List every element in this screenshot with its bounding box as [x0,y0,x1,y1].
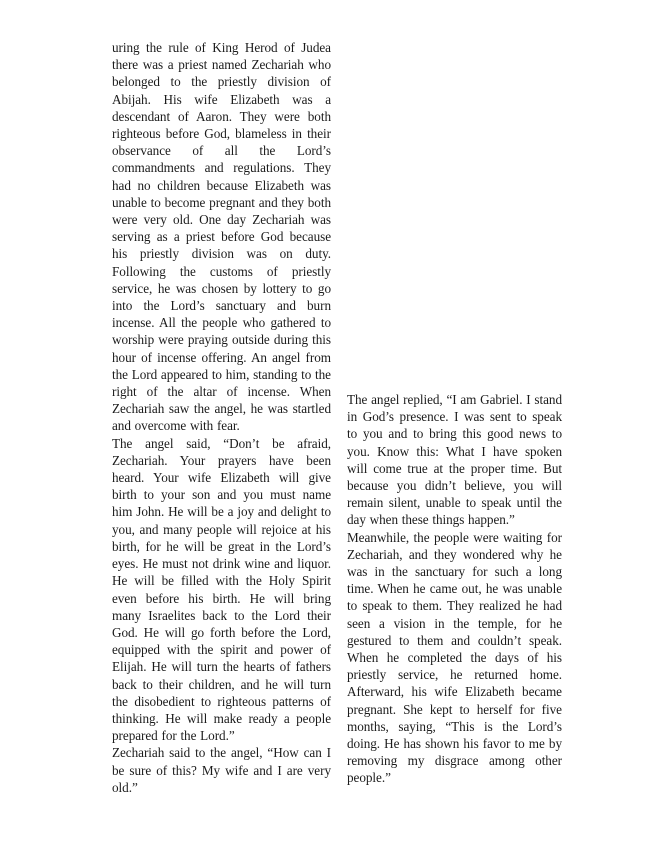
paragraph-angel-said: The angel said, “Don’t be afraid, Zechariah. Your prayers have been heard. Your wife Elizabeth will give birth to your son and you must name him John. He will be a joy and delight to you, and many people will rejoice at his birth, for he will be great in the Lord’s eyes. He must not drink wine and liquor. He will be filled with the Holy Spirit even before his birth. He will bring many Israelites back to the Lord their God. He will go forth before the Lord, equipped with the spirit and power of Elijah. He will turn the hearts of fathers back to their children, and he will turn the disobedient to righteous patterns of thinking. He will make ready a people prepared for the Lord.” [112,435,331,744]
paragraph-narrative-intro: uring the rule of King Herod of Judea there was a priest named Zechariah who belonged to the priestly division of Abijah. His wife Elizabeth was a descendant of Aaron. They were both righteous before God, blameless in their observance of all the Lord’s commandments and regulations. They had no children because Elizabeth was unable to become pregnant and they both were very old. One day Zechariah was serving as a priest before God because his priestly division was on duty. Following the customs of priestly service, he was chosen by lottery to go into the Lord’s sanctuary and burn incense. All the people who gathered to worship were praying outside during this hour of incense offering. An angel from the Lord appeared to him, standing to the right of the altar of incense. When Zechariah saw the angel, he was startled and overcome with fear. [112,40,331,434]
text-column-left [112,39,331,796]
paragraph-meanwhile: Meanwhile, the people were waiting for Zechariah, and they wondered why he was in the sanctuary for such a long time. When he came out, he was unable to speak to them. They realized he had seen a vision in the temple, for he gestured to them and couldn’t speak. When he completed the days of his priestly service, he returned home. Afterward, his wife Elizabeth became pregnant. She kept to herself for five months, saying, “This is the Lord’s doing. He has shown his favor to me by removing my disgrace among other people.” [347,529,562,786]
paragraph-zechariah-question: Zechariah said to the angel, “How can I be sure of this? My wife and I are very old.” [112,745,331,795]
paragraph-angel-replied: The angel replied, “I am Gabriel. I stand in God’s presence. I was sent to speak to you and to bring this good news to you. Know this: What I have spoken will come true at the proper time. But because you didn’t believe, you will remain silent, unable to speak until the day when these things happen.” [347,392,562,528]
text-column-right [347,391,562,787]
